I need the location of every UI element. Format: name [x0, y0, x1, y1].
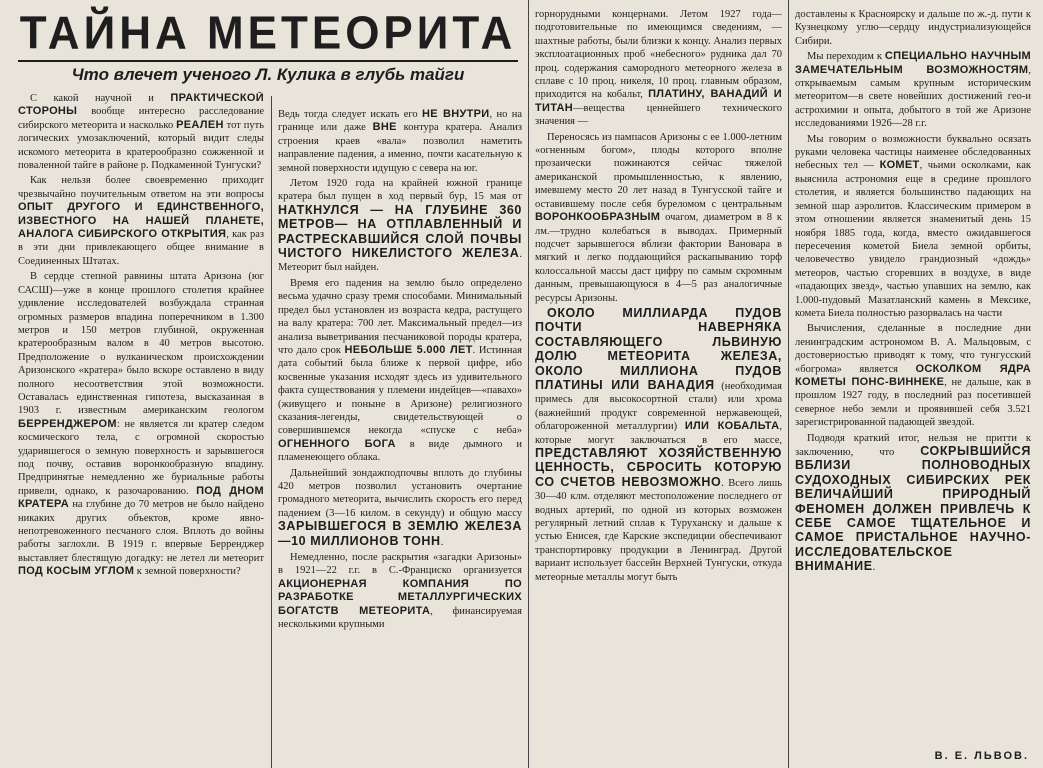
emphasis-text: ПОД ДНОМ КРАТЕРА — [18, 484, 264, 511]
text-run: Время его падения на землю было определено весьма удачно сразу тремя способами. Минимальный предел был установлен из возраста кедра, растущего на валу кратера: 700 лет. Максимальный предел—из анализа выветривания песчаниковой породы кратера, что дало срок — [278, 277, 522, 356]
paragraph — [278, 177, 522, 275]
emphasis-text: БЕРРЕНДЖЕРОМ — [18, 417, 117, 430]
emphasis-text: ПРЕДСТАВЛЯЮТ ХОЗЯЙСТВЕННУЮ ЦЕННОСТЬ, СБРОСИТЬ КОТОРУЮ СО СЧЕТОВ НЕВОЗМОЖНО — [535, 446, 782, 489]
paragraph — [795, 322, 1031, 429]
text-run: . — [872, 562, 876, 574]
article-column-3 — [535, 8, 782, 766]
emphasis-text: ПЛАТИНУ, ВАНАДИЙ И ТИТАН — [535, 88, 782, 114]
text-run: С какой научной и — [30, 93, 171, 104]
emphasis-text: ОКОЛО МИЛЛИАРДА ПУДОВ ПОЧТИ НАВЕРНЯКА СОСТАВЛЯЮЩЕГО ЛЬВИНУЮ ДОЛЮ МЕТЕОРИТА ЖЕЛЕЗА, ОКОЛО МИЛЛИОНА ПУДОВ ПЛАТИНЫ ИЛИ ВАНАДИЯ — [535, 305, 782, 392]
text-run: вообще интересно расследование сибирского метеорита и насколько — [18, 106, 264, 131]
paragraph — [278, 277, 522, 465]
article-column-2 — [278, 108, 522, 766]
article-subheadline: Что влечет ученого Л. Кулика в глубь тайги — [71, 65, 465, 84]
emphasis-text: ОГНЕННОГО БОГА — [278, 437, 396, 450]
text-run: , но на границе или даже — [278, 109, 522, 134]
paragraph — [18, 270, 264, 578]
text-run: Летом 1920 года на крайней южной границе кратера был пущен в ход первый бур, 15 мая от — [278, 178, 522, 203]
text-run: . Всего лишь 30—40 клм. отделяют местоположение последнего от водных артерий, по одной из которых возможен регулярный летний сплав к Туруханску и дальше к устью Енисея, где Карские экспедиции обеспечивают транспортировку продукции в Ленинград. Другой вариант использует бассейн Верхней Тунгуски, откуда метеорные металлы могут быть — [535, 477, 782, 583]
text-run: . Метеорит был найден. — [278, 249, 522, 274]
text-run: , не дальше, как в прошлом 1927 году, в последний раз посетившей северное небо земли и проявившей себя 3.521 зарегистрированной падающей звездой. — [795, 376, 1031, 429]
column-divider — [271, 96, 272, 768]
author-signature: В. Е. ЛЬВОВ. — [934, 750, 1029, 762]
text-run: горнорудными концернами. Летом 1927 года—подготовительные по имеющимся сведениям, — шахтные работы, были близки к концу. Анализ первых эксплоатационных проб «небесного» рудника дал 70 проц. содержания самородного метеорного железа в сплаве с 10 проц. никеля, 10 проц. главным образом, приходится на кобальт, — [535, 9, 782, 101]
text-run: Мы говорим о возможности буквально осязать руками человека частицы наименее обследованных небесных тел — — [795, 133, 1031, 172]
text-run: Вычисления, сделанные в последние дни ленинградским астрономом В. А. Мальцовым, с достоверностью приводят к тому, что тунгусский «богрома» является — [795, 323, 1031, 375]
emphasis-text: ПОД КОСЫМ УГЛОМ — [18, 565, 135, 578]
article-column-4 — [795, 8, 1031, 740]
emphasis-text: КОМЕТ — [879, 159, 920, 172]
text-run: —вещества ценнейшего технического значения — — [535, 102, 782, 128]
paragraph — [535, 131, 782, 305]
text-run: Немедленно, после раскрытия «загадки Аризоны» в 1921—22 г.г. в С.-Франциско организуется — [278, 552, 522, 577]
text-run: Дальнейший зондажподпочвы вплоть до глубины 420 метров позволил установить очертание громадного метеорита, вычислить скорость его перед падением (3—16 килом. в секунду) и общую массу — [278, 467, 522, 519]
emphasis-text: ВНЕ — [372, 121, 397, 134]
paragraph — [278, 108, 522, 175]
text-run: : не является ли кратер следом космического тела, с огромной скоростью ударившегося о земную поверхность и зарывшегося под почву, оставив воронкообразную впадину. Предпринятые немедленно же буриальные работы привели, однако, к разочарованию. — [18, 418, 264, 497]
column-divider — [788, 0, 789, 768]
text-run: контура кратера. Анализ строения краев «вала» позволил наметить направление падения, а именно, почти касательную к земной поверхности идущую с севера на юг. — [278, 122, 522, 174]
emphasis-text: ПРАКТИЧЕСКОЙ СТОРОНЫ — [18, 92, 264, 118]
text-run: Ведь тогда следует искать его — [278, 109, 423, 120]
article-headline: ТАЙНА МЕТЕОРИТА — [19, 7, 517, 60]
article-column-1 — [18, 92, 264, 766]
emphasis-text: ИЛИ КОБАЛЬТА — [684, 420, 780, 433]
text-run: , как раз в эти дни привлекающего общее внимание в Соединенных Штатах. — [18, 229, 264, 267]
emphasis-text: ОСКОЛКОМ ЯДРА КОМЕТЫ ПОНС-ВИННЕКЕ — [795, 362, 1031, 388]
text-run: (необходимая примесь для высокосортной стали) или хрома (важнейший продукт современной нержавеющей, облагороженной металлургии) — [535, 380, 782, 433]
paragraph — [795, 50, 1031, 130]
emphasis-text: СПЕЦИАЛЬНО НАУЧНЫМ ЗАМЕЧАТЕЛЬНЫМ ВОЗМОЖНОСТЯМ — [795, 50, 1031, 76]
emphasis-text: ОПЫТ ДРУГОГО И ЕДИНСТВЕННОГО, ИЗВЕСТНОГО НА НАШЕЙ ПЛАНЕТЕ, АНАЛОГА СИБИРСКОГО ОТКРЫТИЯ — [18, 201, 264, 241]
text-run: , открываемым самым крупным историческим метеоритом—в свете новейших достижений гео-и астрохимии и опыта, добытого в той же Аризоне исследованиями 1926—28 г.г. — [795, 64, 1031, 130]
text-run: в виде дымного и пламенеющего облака. — [278, 438, 522, 464]
paragraph — [795, 133, 1031, 321]
article-masthead — [18, 8, 518, 92]
emphasis-text: НАТКНУЛСЯ — НА ГЛУБИНЕ 360 МЕТРОВ— НА ОТПЛАВЛЕННЫЙ И РАСТРЕСКАВШИЙСЯ СЛОЙ ПОЧВЫ ЧИСТОГО НИКЕЛИСТОГО ЖЕЛЕЗА — [278, 202, 522, 261]
emphasis-text: НЕБОЛЬШЕ 5.000 ЛЕТ — [344, 343, 473, 356]
text-run: . Истинная дата событий была ближе к первой цифре, ибо косвенные указания исходят здесь из удивительного факта существования у племени индейцев—«павахо» (живущего и поныне в Аризоне) религиозного сказания-легенды, свидетельствующей о совершившемся некогда «спуске с неба» — [278, 344, 522, 437]
text-run: Подводя краткий итог, нельзя не притти к заключению, что — [795, 432, 1031, 458]
paragraph — [278, 467, 522, 549]
text-run: очагом, диаметром в 8 к лм.—трудно колебаться в выводах. Примерный подсчет зарывшегося вблизи фактории Вановара в мягкий и легко поддающийся раскапыванию торф колоссальной массы даст цифру по самым скромным данным, превышающуюся в 4—5 раз аналогичные ресурсы Аризоны. — [535, 212, 782, 304]
text-run: Мы переходим к — [807, 51, 885, 63]
text-run: , которые могут заключаться в его массе, — [535, 421, 782, 446]
emphasis-text: АКЦИОНЕРНАЯ КОМПАНИЯ ПО РАЗРАБОТКЕ МЕТАЛЛУРГИЧЕСКИХ БОГАТСТВ МЕТЕОРИТА — [278, 577, 522, 617]
text-run: В сердце степной равнины штата Аризона (юг САСШ)—уже в конце прошлого столетия крайнее удивление исследователей возбуждала странная огромных размеров впадина поперечником в 1.300 метров и 150 метров глубиной, окруженная кратерообразным валом в 40 метров высотою. Предположение о вулканическом происхождении Аризонского «кратера» было вскоре оставлено в виду полного несоответствия этой возможности. Оставалась единственная гипотеза, высказанная в 1903 г. известным американским геологом — [18, 271, 264, 417]
paragraph — [18, 174, 264, 268]
emphasis-text: ВОРОНКООБРАЗНЫМ — [535, 211, 661, 224]
text-run: Переносясь из пампасов Аризоны с ее 1.000-летним «огненным богом», плоды которого вполне прозаически пожинаются сейчас тяжелой американской промышленностью, к явлению, имевшему место 20 лет назад в Тунгусской тайге и оставившему после себя буреломом с центральным — [535, 131, 782, 210]
text-run: , чьими осколками, как выяснила астрономия еще в средине прошлого столетия, и является большинство падающих на земной шар аэролитов. Классическим примером в этом отношении является знаменитый день 15 ноября 1885 года, когда, вместо ожидавшегося пересечения кометой Биела земной орбиты, человечество увидело грандиозный «дождь» метеоров, частью сгоревших в воздухе, в виде «падающих звезд», частью упавших на землю, как 1.000-пудовый Мазатланский камень в Мексике, комета Биела полностью разорвалась на части — [795, 160, 1031, 319]
text-run: Как нельзя более своевременно приходит чрезвычайно поучительным ответом на эти вопросы — [18, 175, 264, 200]
paragraph — [795, 8, 1031, 48]
text-run: доставлены к Красноярску и дальше по ж.-д. пути к Кузнецкому углю—сердцу индустриализующейся Сибири. — [795, 9, 1031, 47]
emphasis-text: НЕ ВНУТРИ — [422, 108, 490, 120]
paragraph — [278, 551, 522, 631]
text-run: , финансируемая несколькими крупными — [278, 605, 522, 631]
paragraph — [795, 432, 1031, 575]
column-divider — [528, 0, 529, 768]
text-run: . — [440, 536, 444, 548]
text-run: к земной поверхности? — [134, 566, 241, 578]
text-run: на глубине до 70 метров не было найдено никаких других объектов, кроме явно-непотревоженного песчаного слоя. Вплоть до войны работы заглохли. В 1919 г. впервые Берренджер выставляет блестящую догадку: не летел ли метеорит — [18, 499, 264, 564]
emphasis-text: ЗАРЫВШЕГОСЯ В ЗЕМЛЮ ЖЕЛЕЗА—10 МИЛЛИОНОВ ТОНН — [278, 519, 522, 548]
emphasis-text: РЕАЛЕН — [176, 118, 224, 131]
text-run: тот путь логических умозаключений, который видит следы искомого метеорита в кратерообразно сожженной и поваленной тайге в районе р. Подкаменной Тунгуски? — [18, 119, 264, 172]
paragraph — [18, 92, 264, 172]
paragraph — [535, 307, 782, 584]
emphasis-text: СОКРЫВШИЙСЯ ВБЛИЗИ ПОЛНОВОДНЫХ СУДОХОДНЫХ СИБИРСКИХ РЕК ВЕЛИЧАЙШИЙ ПРИРОДНЫЙ ФЕНОМЕН ДОЛЖЕН ПРИВЛЕЧЬ К СЕБЕ САМОЕ ТЩАТЕЛЬНОЕ И САМОЕ ПРИСТАЛЬНОЕ НАУЧНО-ИССЛЕДОВАТЕЛЬСКОЕ ВНИМАНИЕ — [795, 444, 1031, 574]
paragraph — [535, 8, 782, 129]
